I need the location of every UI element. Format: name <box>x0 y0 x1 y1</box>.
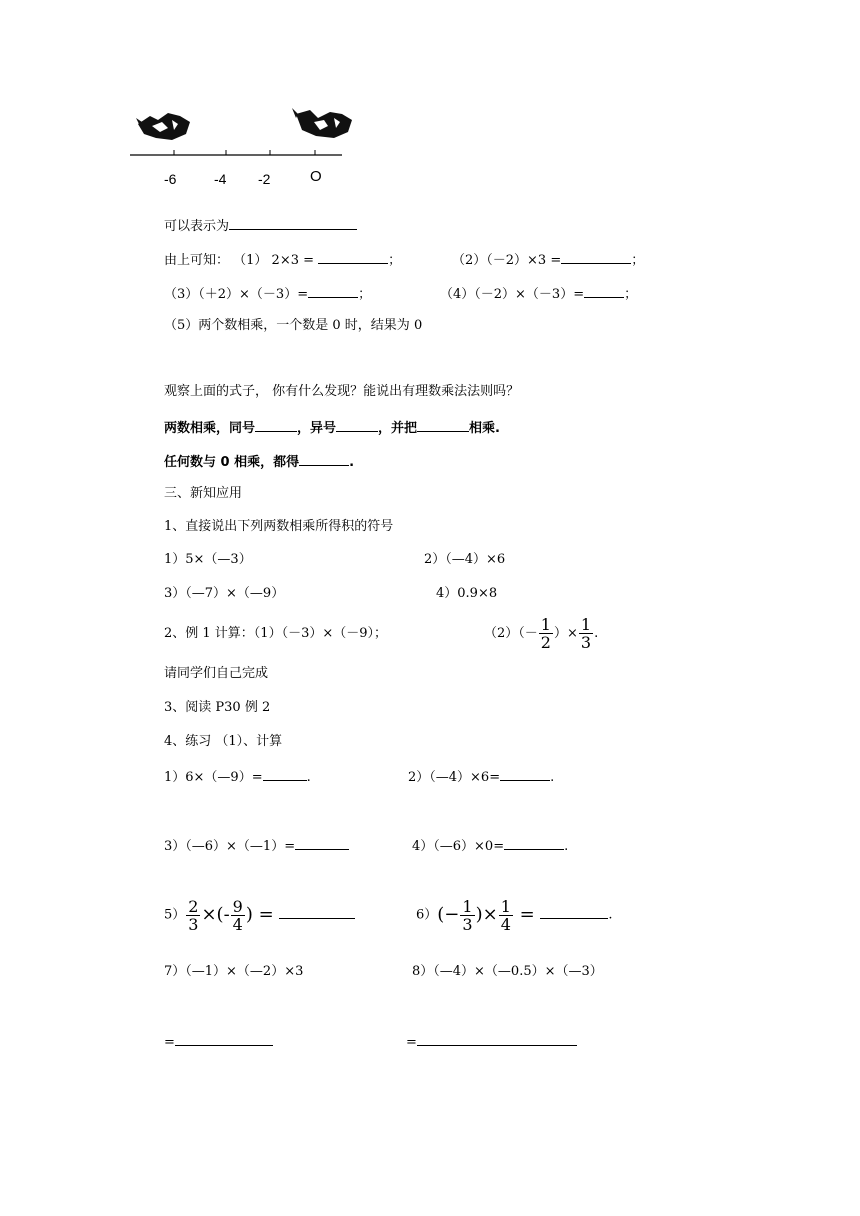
example-1-part-b: （2）（－ <box>484 626 538 641</box>
rule1-part-a: 两数相乘，同号 <box>164 421 256 436</box>
fraction-numerator: 1 <box>540 615 551 634</box>
open-paren-neg: (− <box>437 904 460 925</box>
blank-k4[interactable] <box>584 284 624 298</box>
period: . <box>550 770 555 785</box>
practice-8: 8）（—4）×（—0.5）×（—3） <box>412 964 603 979</box>
fraction-denominator: 3 <box>580 633 592 652</box>
observe-question: 观察上面的式子， 你有什么发现？能说出有理数乘法法则吗？ <box>164 384 520 399</box>
fraction-numerator: 1 <box>580 615 592 634</box>
equals-sign: = <box>406 1035 417 1050</box>
q1-item-3: 3）（—7）×（—9） <box>164 586 285 601</box>
q1-item-1: 1）5×（—3） <box>164 552 252 567</box>
q1-item-4: 4）0.9×8 <box>436 586 498 601</box>
section-3-heading: 三、新知应用 <box>164 486 243 501</box>
fraction-numerator: 2 <box>188 896 199 916</box>
tick-label-minus6: -6 <box>164 171 177 187</box>
q1-item-2: 2）（—4）×6 <box>424 552 506 567</box>
rule2-part-b: . <box>349 455 355 470</box>
practice-2-text: 2）（—4）×6= <box>408 770 501 785</box>
practice-5 <box>164 893 355 938</box>
blank-p6[interactable] <box>540 905 608 919</box>
bird-left-icon <box>136 113 190 140</box>
blank-p1[interactable] <box>263 767 307 781</box>
known-line-4 <box>440 284 637 303</box>
known-line-2 <box>452 250 644 269</box>
bird-right-icon <box>292 108 352 138</box>
practice-4-text: 4）（—6）×0= <box>412 839 505 854</box>
close-paren-times: )× <box>475 904 498 925</box>
fraction-numerator: 9 <box>232 896 243 916</box>
semicolon: ； <box>624 287 638 302</box>
fraction-denominator: 3 <box>188 914 199 934</box>
equals-sign: = <box>513 904 541 925</box>
practice-6-label: 6） <box>416 907 438 923</box>
rule2-part-a: 任何数与 0 相乘，都得 <box>164 455 300 470</box>
fraction-denominator: 3 <box>462 914 473 934</box>
represent-blank[interactable] <box>229 216 357 230</box>
known-item-3: （3）（＋2）×（－3）= <box>164 287 309 302</box>
example-1-line <box>164 626 387 642</box>
blank-k2[interactable] <box>561 250 631 264</box>
semicolon: ； <box>388 253 402 268</box>
blank-p3[interactable] <box>295 836 349 850</box>
question-1: 1、直接说出下列两数相乘所得积的符号 <box>164 519 394 534</box>
practice-7-answer <box>164 1032 273 1051</box>
blank-p8[interactable] <box>417 1032 577 1046</box>
blank-same-sign[interactable] <box>255 418 297 432</box>
known-item-4: （4）（－2）×（－3）= <box>440 287 585 302</box>
practice-6 <box>416 893 613 938</box>
blank-p5[interactable] <box>279 905 355 919</box>
known-line-3 <box>164 284 371 303</box>
times-neg-open: ×(- <box>201 904 230 925</box>
practice-1 <box>164 767 311 786</box>
practice-8-answer <box>406 1032 577 1051</box>
semicolon: ； <box>631 253 645 268</box>
practice-4 <box>412 836 568 855</box>
period: . <box>306 770 311 785</box>
blank-p7[interactable] <box>175 1032 273 1046</box>
blank-p2[interactable] <box>500 767 550 781</box>
rule-line-2 <box>164 452 354 471</box>
practice-2 <box>408 767 554 786</box>
period: . <box>564 839 569 854</box>
fraction-numerator: 1 <box>462 896 473 916</box>
represent-line <box>164 216 357 235</box>
close-paren-equals: ) = <box>245 904 280 925</box>
question-4: 4、练习 （1）、计算 <box>164 734 283 749</box>
equals-sign: = <box>164 1035 175 1050</box>
rule1-part-c: ，并把 <box>378 421 418 436</box>
fraction-numerator: 1 <box>500 896 511 916</box>
fraction-two-thirds <box>186 898 200 933</box>
blank-k1[interactable] <box>318 250 388 264</box>
example-1-part-a: 2、例 1 计算：（1）（－3）×（－9）； <box>164 626 388 641</box>
example-1-part-2 <box>484 614 598 654</box>
practice-1-text: 1）6×（—9）= <box>164 770 263 785</box>
self-complete-note: 请同学们自己完成 <box>164 666 269 681</box>
fraction-one-quarter <box>499 898 513 933</box>
blank-k3[interactable] <box>308 284 358 298</box>
example-1-part-c: ）× <box>553 626 578 641</box>
fraction-nine-quarters <box>231 898 245 933</box>
fraction-denominator: 4 <box>500 914 511 934</box>
known-item-5: （5）两个数相乘，一个数是 0 时，结果为 0 <box>164 318 423 333</box>
blank-diff-sign[interactable] <box>336 418 378 432</box>
fraction-one-half <box>539 616 553 651</box>
fraction-one-third-b <box>460 898 474 933</box>
blank-multiply[interactable] <box>417 418 469 432</box>
known-line <box>164 250 401 269</box>
tick-label-zero: O <box>310 168 322 185</box>
period: . <box>594 626 599 641</box>
question-3: 3、阅读 P30 例 2 <box>164 700 271 715</box>
blank-p4[interactable] <box>504 836 564 850</box>
tick-label-minus2: -2 <box>258 171 271 187</box>
practice-3 <box>164 836 349 855</box>
blank-zero-product[interactable] <box>299 452 349 466</box>
number-line-figure <box>128 104 358 190</box>
known-prefix: 由上可知： <box>164 253 230 268</box>
known-item-2: （2）（－2）×3 = <box>452 253 562 268</box>
fraction-denominator: 4 <box>232 914 243 934</box>
practice-7: 7）（—1）×（—2）×3 <box>164 964 304 979</box>
period: . <box>608 907 613 923</box>
tick-label-minus4: -4 <box>214 171 227 187</box>
represent-text: 可以表示为 <box>164 219 230 234</box>
practice-5-label: 5） <box>164 907 186 923</box>
rule-line-1 <box>164 418 500 437</box>
fraction-one-third <box>579 616 593 651</box>
known-item-1: （1） 2×3 = <box>233 253 319 268</box>
fraction-denominator: 2 <box>540 633 551 652</box>
practice-3-text: 3）（—6）×（—1）= <box>164 839 296 854</box>
semicolon: ； <box>358 287 372 302</box>
rule1-part-b: ，异号 <box>297 421 337 436</box>
rule1-part-d: 相乘. <box>469 421 500 436</box>
